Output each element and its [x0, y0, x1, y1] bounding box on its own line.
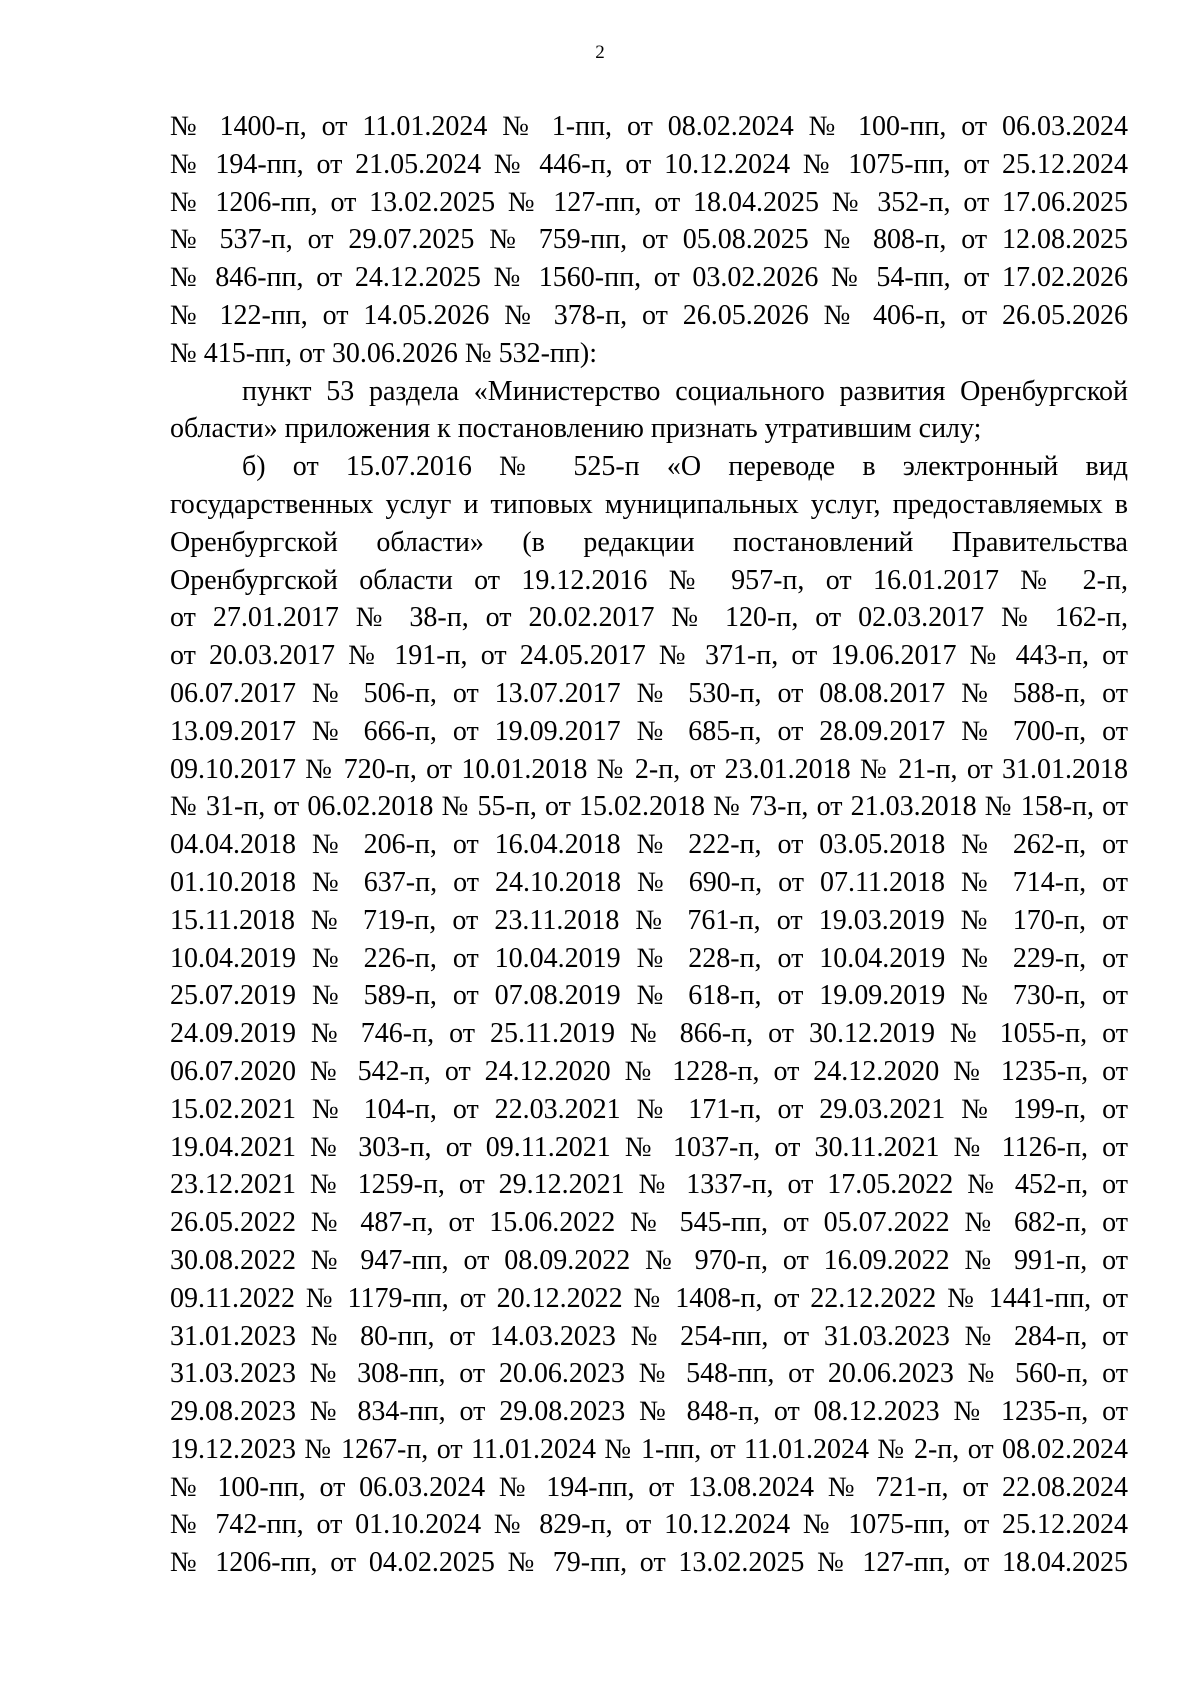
text-line: 06.07.2020 № 542-п, от 24.12.2020 № 1228-п, от 24.12.2020 № 1235-п, от	[170, 1055, 1128, 1087]
text-line: 19.04.2021 № 303-п, от 09.11.2021 № 1037-п, от 30.11.2021 № 1126-п, от	[170, 1131, 1128, 1163]
text-line: от 27.01.2017 № 38-п, от 20.02.2017 № 120-п, от 02.03.2017 № 162-п,	[170, 602, 1128, 634]
text-line: 15.11.2018 № 719-п, от 23.11.2018 № 761-п, от 19.03.2019 № 170-п, от	[170, 904, 1128, 936]
text-line: пункт 53 раздела «Министерство социального развития Оренбургской	[242, 375, 1128, 407]
text-line: № 742-пп, от 01.10.2024 № 829-п, от 10.12.2024 № 1075-пп, от 25.12.2024	[170, 1509, 1128, 1541]
text-line: б) от 15.07.2016 № 525-п «О переводе в электронный вид	[242, 451, 1128, 483]
text-line: 30.08.2022 № 947-пп, от 08.09.2022 № 970-п, от 16.09.2022 № 991-п, от	[170, 1244, 1128, 1276]
text-line: № 194-пп, от 21.05.2024 № 446-п, от 10.12.2024 № 1075-пп, от 25.12.2024	[170, 148, 1128, 180]
text-line: № 100-пп, от 06.03.2024 № 194-пп, от 13.08.2024 № 721-п, от 22.08.2024	[170, 1471, 1128, 1503]
text-line: государственных услуг и типовых муниципальных услуг, предоставляемых в	[170, 488, 1128, 520]
text-line: 26.05.2022 № 487-п, от 15.06.2022 № 545-пп, от 05.07.2022 № 682-п, от	[170, 1207, 1128, 1239]
page-number: 2	[595, 42, 605, 63]
text-line: № 537-п, от 29.07.2025 № 759-пп, от 05.08.2025 № 808-п, от 12.08.2025	[170, 224, 1128, 256]
text-line: № 31-п, от 06.02.2018 № 55-п, от 15.02.2018 № 73-п, от 21.03.2018 № 158-п, от	[170, 791, 1128, 823]
text-line: 13.09.2017 № 666-п, от 19.09.2017 № 685-п, от 28.09.2017 № 700-п, от	[170, 715, 1128, 747]
text-line: 04.04.2018 № 206-п, от 16.04.2018 № 222-п, от 03.05.2018 № 262-п, от	[170, 829, 1128, 861]
text-line: 15.02.2021 № 104-п, от 22.03.2021 № 171-п, от 29.03.2021 № 199-п, от	[170, 1093, 1128, 1125]
text-line: № 1400-п, от 11.01.2024 № 1-пп, от 08.02.2024 № 100-пп, от 06.03.2024	[170, 111, 1128, 142]
text-line: 01.10.2018 № 637-п, от 24.10.2018 № 690-п, от 07.11.2018 № 714-п, от	[170, 866, 1128, 898]
text-line: № 415-пп, от 30.06.2026 № 532-пп):	[170, 337, 597, 369]
text-line: 19.12.2023 № 1267-п, от 11.01.2024 № 1-пп, от 11.01.2024 № 2-п, от 08.02.2024	[170, 1433, 1128, 1465]
text-line: № 846-пп, от 24.12.2025 № 1560-пп, от 03.02.2026 № 54-пп, от 17.02.2026	[170, 262, 1128, 294]
text-line: 06.07.2017 № 506-п, от 13.07.2017 № 530-п, от 08.08.2017 № 588-п, от	[170, 677, 1128, 709]
text-line: 09.10.2017 № 720-п, от 10.01.2018 № 2-п, от 23.01.2018 № 21-п, от 31.01.2018	[170, 753, 1128, 785]
text-line: 09.11.2022 № 1179-пп, от 20.12.2022 № 1408-п, от 22.12.2022 № 1441-пп, от	[170, 1282, 1128, 1314]
text-line: 24.09.2019 № 746-п, от 25.11.2019 № 866-п, от 30.12.2019 № 1055-п, от	[170, 1018, 1128, 1050]
text-line: 31.03.2023 № 308-пп, от 20.06.2023 № 548-пп, от 20.06.2023 № 560-п, от	[170, 1358, 1128, 1390]
text-line: № 1206-пп, от 13.02.2025 № 127-пп, от 18.04.2025 № 352-п, от 17.06.2025	[170, 186, 1128, 218]
text-line: 25.07.2019 № 589-п, от 07.08.2019 № 618-п, от 19.09.2019 № 730-п, от	[170, 980, 1128, 1012]
text-line: области» приложения к постановлению признать утратившим силу;	[170, 413, 982, 445]
text-line: 29.08.2023 № 834-пп, от 29.08.2023 № 848-п, от 08.12.2023 № 1235-п, от	[170, 1396, 1128, 1428]
text-line: от 20.03.2017 № 191-п, от 24.05.2017 № 371-п, от 19.06.2017 № 443-п, от	[170, 640, 1128, 672]
document-body	[170, 108, 1128, 1582]
text-line: Оренбургской области от 19.12.2016 № 957-п, от 16.01.2017 № 2-п,	[170, 564, 1128, 596]
text-line: 10.04.2019 № 226-п, от 10.04.2019 № 228-п, от 10.04.2019 № 229-п, от	[170, 942, 1128, 974]
text-line: Оренбургской области» (в редакции постановлений Правительства	[170, 526, 1128, 558]
text-line: 23.12.2021 № 1259-п, от 29.12.2021 № 1337-п, от 17.05.2022 № 452-п, от	[170, 1169, 1128, 1201]
text-line: № 122-пп, от 14.05.2026 № 378-п, от 26.05.2026 № 406-п, от 26.05.2026	[170, 299, 1128, 331]
text-line: № 1206-пп, от 04.02.2025 № 79-пп, от 13.02.2025 № 127-пп, от 18.04.2025	[170, 1547, 1128, 1579]
text-line: 31.01.2023 № 80-пп, от 14.03.2023 № 254-пп, от 31.03.2023 № 284-п, от	[170, 1320, 1128, 1352]
